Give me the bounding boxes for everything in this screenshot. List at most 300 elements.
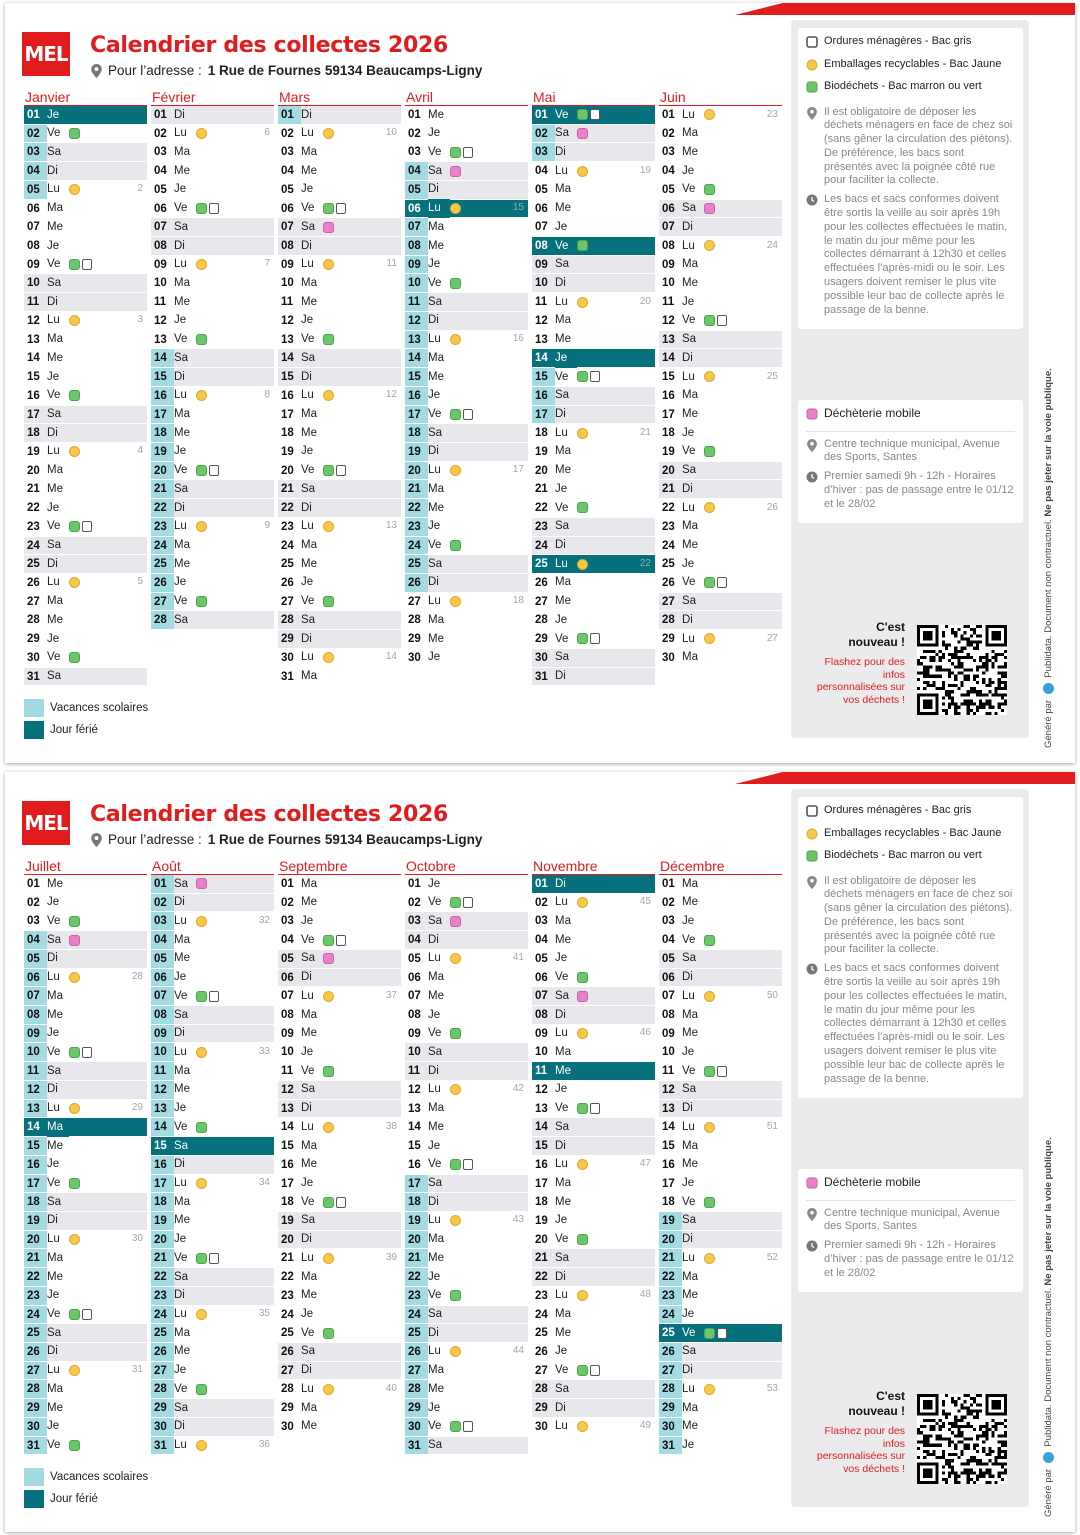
day-row [24, 237, 147, 256]
day-of-week: Me [174, 557, 190, 570]
day-row [659, 162, 782, 181]
day-of-week: Lu [174, 258, 187, 271]
month-name: Octobre [405, 858, 528, 875]
day-row [532, 1193, 655, 1212]
day-number: 17 [27, 408, 40, 421]
collection-icons [704, 203, 715, 214]
day-number: 26 [151, 574, 174, 592]
grey-bin-icon [209, 991, 219, 1002]
day-of-week: Je [428, 1139, 441, 1152]
day-number: 24 [535, 539, 548, 552]
note-row [806, 875, 1015, 958]
month-name: Décembre [659, 858, 782, 875]
day-of-week: Ve [47, 1177, 61, 1189]
collection-icons [69, 521, 92, 532]
green-bin-icon [323, 1197, 334, 1208]
day-of-week: Lu [682, 989, 695, 1002]
collection-icons [196, 991, 219, 1002]
day-row [278, 1268, 401, 1287]
day-row [278, 649, 401, 668]
day-number: 14 [405, 349, 428, 367]
day-row [405, 200, 528, 219]
day-number: 13 [154, 333, 167, 346]
day-row [405, 1043, 528, 1062]
day-of-week: Lu [428, 595, 441, 608]
week-number: 35 [258, 1308, 270, 1320]
yellow-bin-icon [450, 953, 461, 964]
day-of-week: Ma [174, 1195, 190, 1208]
day-number: 08 [532, 237, 555, 255]
day-number: 14 [408, 1121, 421, 1134]
day-row [405, 1418, 528, 1437]
day-of-week: Sa [428, 1045, 443, 1058]
day-of-week: Lu [682, 1382, 695, 1395]
day-row [24, 1212, 147, 1231]
day-number: 13 [662, 1102, 675, 1115]
vacances-swatch [24, 699, 44, 717]
day-of-week: Di [555, 1270, 566, 1283]
day-of-week: Di [428, 183, 439, 196]
collection-icons [196, 521, 207, 532]
day-row [405, 312, 528, 331]
day-number: 02 [662, 127, 675, 140]
day-row [278, 106, 401, 125]
day-row [278, 630, 401, 649]
week-number: 21 [639, 426, 651, 438]
day-row [278, 1175, 401, 1194]
day-of-week: Sa [555, 127, 570, 140]
day-of-week: Ve [555, 106, 577, 125]
day-row [659, 443, 782, 462]
day-number: 09 [405, 256, 428, 274]
day-number: 22 [405, 499, 428, 517]
day-number: 17 [405, 406, 428, 424]
week-number: 47 [639, 1158, 651, 1170]
green-bin-icon [196, 465, 207, 476]
day-row [405, 1081, 528, 1100]
day-row [151, 1100, 274, 1119]
day-of-week: Ve [47, 914, 61, 927]
day-row [24, 950, 147, 969]
day-row [278, 537, 401, 556]
day-row [151, 331, 274, 350]
day-number: 17 [662, 1177, 675, 1190]
legend-ferie [24, 1488, 148, 1510]
green-bin-icon [323, 334, 334, 345]
decheterie-title-row [806, 407, 1015, 425]
day-row [659, 181, 782, 200]
day-of-week: Ve [428, 1027, 442, 1040]
day-of-week: Me [47, 613, 63, 626]
day-number: 18 [662, 427, 675, 440]
green-bin-icon [450, 1028, 461, 1039]
day-of-week: Je [682, 164, 695, 177]
collection-icons [450, 1159, 473, 1170]
day-number: 04 [281, 934, 294, 947]
day-row [659, 331, 782, 350]
day-of-week: Ve [428, 1289, 442, 1302]
day-of-week: Je [555, 1214, 568, 1227]
bin-legend-row [806, 827, 1015, 845]
day-row [532, 1100, 655, 1119]
green-bin-icon [704, 935, 715, 946]
day-of-week: Ma [174, 1064, 190, 1077]
day-number: 27 [27, 595, 40, 608]
day-of-week: Di [428, 314, 439, 327]
day-row [24, 1399, 147, 1418]
divider [806, 431, 1015, 432]
qr-code[interactable] [917, 625, 1007, 715]
day-number: 07 [662, 221, 675, 234]
day-number: 01 [662, 878, 675, 890]
day-row [278, 574, 401, 593]
day-of-week: Sa [428, 295, 443, 308]
day-number: 17 [281, 408, 294, 421]
day-number: 23 [535, 520, 548, 533]
day-row [405, 1399, 528, 1418]
day-number: 27 [535, 1364, 548, 1377]
day-of-week: Me [428, 989, 444, 1002]
day-of-week: Ma [682, 651, 698, 664]
day-row [278, 668, 401, 687]
month-name: Novembre [532, 858, 655, 875]
collection-icons [69, 1047, 92, 1058]
green-bin-icon [704, 1328, 715, 1339]
day-number: 24 [281, 1308, 294, 1321]
collection-icons [577, 897, 588, 908]
day-of-week: Je [301, 445, 314, 458]
yellow-bin-icon [577, 1159, 588, 1170]
location-pin-icon [806, 876, 818, 958]
day-row [659, 1437, 782, 1456]
day-row [278, 931, 401, 950]
day-row [278, 1418, 401, 1437]
day-number: 13 [151, 1100, 174, 1118]
day-number: 23 [281, 520, 294, 533]
day-number: 13 [405, 331, 428, 349]
day-number: 08 [408, 1009, 421, 1022]
day-row [405, 649, 528, 668]
qr-code[interactable] [917, 1394, 1007, 1484]
day-row [532, 649, 655, 668]
day-row [278, 274, 401, 293]
day-row [659, 931, 782, 950]
day-row [24, 1306, 147, 1325]
green-bin-icon [450, 278, 461, 289]
day-of-week: Me [555, 595, 571, 608]
day-of-week: Ma [301, 276, 317, 289]
day-row [659, 368, 782, 387]
day-row [278, 1062, 401, 1081]
day-of-week: Lu [47, 314, 60, 327]
calendar-sheet-jul-dec [5, 772, 1075, 1532]
green-bin-icon [704, 577, 715, 588]
day-row [532, 218, 655, 237]
day-number: 14 [281, 1121, 294, 1134]
legend-ferie-label: Jour férié [50, 724, 98, 736]
day-row [532, 1268, 655, 1287]
day-row [151, 312, 274, 331]
day-number: 14 [151, 1118, 174, 1136]
collection-icons [323, 1384, 334, 1395]
day-number: 19 [535, 445, 548, 458]
collection-icons [704, 240, 715, 251]
day-of-week: Di [555, 145, 566, 158]
day-row [151, 593, 274, 612]
week-number: 4 [137, 445, 143, 457]
day-row [151, 1156, 274, 1175]
day-of-week: Me [174, 952, 190, 965]
day-number: 20 [405, 1231, 428, 1249]
day-of-week: Ma [301, 670, 317, 683]
collection-icons [577, 1290, 588, 1301]
month-mars [278, 89, 401, 686]
day-number: 29 [151, 1399, 174, 1417]
collection-icons [577, 1103, 600, 1114]
day-of-week: Ma [555, 314, 571, 327]
day-of-week: Ma [301, 1008, 317, 1021]
week-number: 46 [639, 1027, 651, 1039]
day-number: 20 [281, 1233, 294, 1246]
day-of-week: Sa [174, 351, 189, 364]
publidata-icon [1044, 683, 1055, 694]
day-number: 31 [24, 1437, 47, 1455]
day-row [151, 950, 274, 969]
day-number: 01 [532, 875, 555, 893]
grey-bin-icon [590, 1103, 600, 1114]
day-number: 07 [408, 990, 421, 1003]
day-number: 08 [154, 240, 167, 253]
day-number: 01 [24, 106, 47, 124]
collection-icons [704, 1384, 715, 1395]
day-number: 03 [151, 912, 174, 930]
day-of-week: Sa [682, 333, 697, 346]
collection-icons [69, 916, 80, 927]
day-row [24, 218, 147, 237]
day-of-week: Je [174, 314, 187, 327]
day-number: 01 [408, 109, 421, 121]
day-row [659, 1324, 782, 1343]
day-row [151, 1324, 274, 1343]
day-number: 10 [27, 277, 40, 290]
day-of-week: Je [174, 1102, 187, 1115]
day-number: 15 [281, 371, 294, 384]
yellow-bin-icon [69, 184, 80, 195]
day-of-week: Sa [555, 520, 570, 533]
day-of-week: Di [174, 1420, 185, 1433]
week-number: 51 [766, 1120, 778, 1132]
day-row [405, 574, 528, 593]
day-of-week: Ve [555, 501, 569, 514]
day-row [405, 1324, 528, 1343]
day-of-week: Lu [47, 576, 60, 589]
day-number: 06 [662, 202, 675, 215]
green-bin-icon [196, 334, 207, 345]
day-of-week: Ve [174, 202, 188, 215]
day-row [659, 1343, 782, 1362]
yellow-bin-icon [69, 972, 80, 983]
day-row [24, 1418, 147, 1437]
day-row [151, 200, 274, 219]
day-number: 21 [405, 1249, 428, 1267]
bin-legend-row [806, 58, 1015, 76]
yellow-bin-icon [196, 390, 207, 401]
day-number: 14 [281, 352, 294, 365]
day-row [659, 143, 782, 162]
day-of-week: Me [174, 295, 190, 308]
day-number: 15 [24, 1137, 47, 1155]
day-of-week: Di [174, 896, 185, 909]
day-number: 08 [281, 1009, 294, 1022]
day-number: 01 [151, 875, 174, 893]
day-number: 09 [535, 1027, 548, 1040]
day-of-week: Sa [47, 1064, 62, 1077]
day-row [405, 125, 528, 144]
day-row [659, 1268, 782, 1287]
day-of-week: Sa [555, 651, 570, 664]
day-number: 02 [408, 896, 421, 909]
day-row [278, 1362, 401, 1381]
qr-title: C'est nouveau ! [848, 1389, 905, 1418]
day-of-week: Je [47, 501, 60, 514]
day-of-week: Sa [47, 276, 62, 289]
day-of-week: Di [174, 1027, 185, 1040]
week-number: 24 [766, 239, 778, 251]
day-number: 27 [281, 1364, 294, 1377]
page-title: Calendrier des collectes 2026 [90, 33, 449, 58]
day-of-week: Sa [555, 1251, 570, 1264]
day-number: 11 [408, 1065, 421, 1078]
note-schedule: Les bacs et sacs conformes doivent être sortis la veille au soir après 19h pour les collectes effectuées le matin, le matin du jour même pour les collectes démarrant à 12h30 et celles effectuées l’après-midi ou le soir. Les usagers doivent remiser le plus vite possible leur bac de collecte après le passage de la benne. [824, 193, 1008, 316]
location-pin-icon [91, 833, 102, 847]
day-number: 23 [27, 520, 40, 533]
day-number: 16 [535, 1158, 548, 1171]
day-number: 03 [24, 143, 47, 161]
day-of-week: Sa [47, 408, 62, 420]
day-of-week: Di [174, 501, 185, 514]
day-row [532, 1231, 655, 1250]
day-row [24, 987, 147, 1006]
day-number: 30 [405, 1418, 428, 1436]
day-of-week: Sa [301, 952, 316, 965]
day-of-week: Me [682, 1420, 698, 1433]
day-number: 30 [535, 651, 548, 664]
day-number: 28 [281, 1383, 294, 1396]
day-row [278, 1343, 401, 1362]
week-number: 41 [512, 952, 524, 964]
day-number: 21 [535, 483, 548, 496]
day-of-week: Sa [682, 464, 697, 477]
day-of-week: Me [47, 220, 63, 233]
day-row [24, 931, 147, 950]
day-of-week: Ve [47, 651, 61, 664]
day-of-week: Je [555, 952, 568, 965]
day-row [659, 894, 782, 913]
day-row [24, 331, 147, 350]
qr-title: C'est nouveau ! [848, 620, 905, 649]
day-row [405, 162, 528, 181]
yellow-bin-icon [577, 897, 588, 908]
day-row [278, 1287, 401, 1306]
day-number: 24 [659, 1306, 682, 1324]
collection-icons [69, 1103, 80, 1114]
month-name: Avril [405, 89, 528, 106]
day-of-week: Me [301, 1158, 317, 1171]
day-row [24, 1268, 147, 1287]
month-name: Juillet [24, 858, 147, 875]
day-row [405, 349, 528, 368]
collection-icons [196, 1047, 207, 1058]
day-number: 05 [281, 952, 294, 965]
day-of-week: Ma [555, 1177, 571, 1189]
day-number: 03 [535, 915, 548, 928]
day-row [151, 969, 274, 988]
day-number: 24 [151, 1306, 174, 1324]
day-of-week: Lu [428, 1214, 441, 1227]
day-row [405, 1212, 528, 1231]
day-row [659, 518, 782, 537]
day-number: 04 [151, 931, 174, 949]
day-of-week: Je [301, 314, 314, 327]
day-number: 20 [281, 464, 294, 477]
week-number: 22 [639, 557, 651, 569]
day-number: 28 [151, 611, 174, 629]
day-of-week: Ma [682, 1401, 698, 1414]
yellow-bin-icon [577, 559, 588, 570]
day-row [405, 1193, 528, 1212]
collection-icons [323, 259, 334, 270]
day-row [659, 1306, 782, 1325]
day-of-week: Ve [555, 237, 577, 256]
grey-bin-icon [806, 36, 818, 53]
day-of-week: Di [682, 1233, 693, 1246]
yellow-bin-icon [704, 371, 715, 382]
day-number: 04 [405, 162, 428, 180]
day-row [278, 349, 401, 368]
collection-icons [704, 1066, 727, 1077]
collection-icons [196, 1384, 207, 1395]
day-of-week: Sa [301, 1214, 316, 1227]
collection-icons [450, 1215, 461, 1226]
day-of-week: Ve [47, 1439, 61, 1452]
day-row [532, 1175, 655, 1194]
day-row [532, 256, 655, 275]
week-number: 7 [264, 258, 270, 270]
yellow-bin-icon [69, 446, 80, 457]
day-of-week: Ve [174, 989, 188, 1002]
day-row [24, 106, 147, 125]
day-of-week: Me [682, 276, 698, 289]
yellow-bin-icon [450, 465, 461, 476]
day-number: 20 [535, 464, 548, 477]
day-row [659, 912, 782, 931]
day-row [659, 349, 782, 368]
green-bin-icon [704, 1066, 715, 1077]
month-name: Septembre [278, 858, 401, 875]
day-number: 20 [24, 1231, 47, 1249]
day-number: 25 [662, 558, 675, 571]
month-octobre [405, 858, 528, 1455]
day-number: 07 [535, 221, 548, 234]
day-of-week: Je [47, 106, 69, 125]
day-of-week: Di [301, 1102, 312, 1115]
yellow-bin-icon [577, 1290, 588, 1301]
legend-ferie [24, 719, 148, 741]
day-row [532, 349, 655, 368]
decheterie-hours: Premier samedi 9h - 12h - Horaires d’hiver : pas de passage entre le 01/12 et le 28/02 [824, 470, 1014, 510]
day-row [532, 293, 655, 312]
day-row [278, 462, 401, 481]
